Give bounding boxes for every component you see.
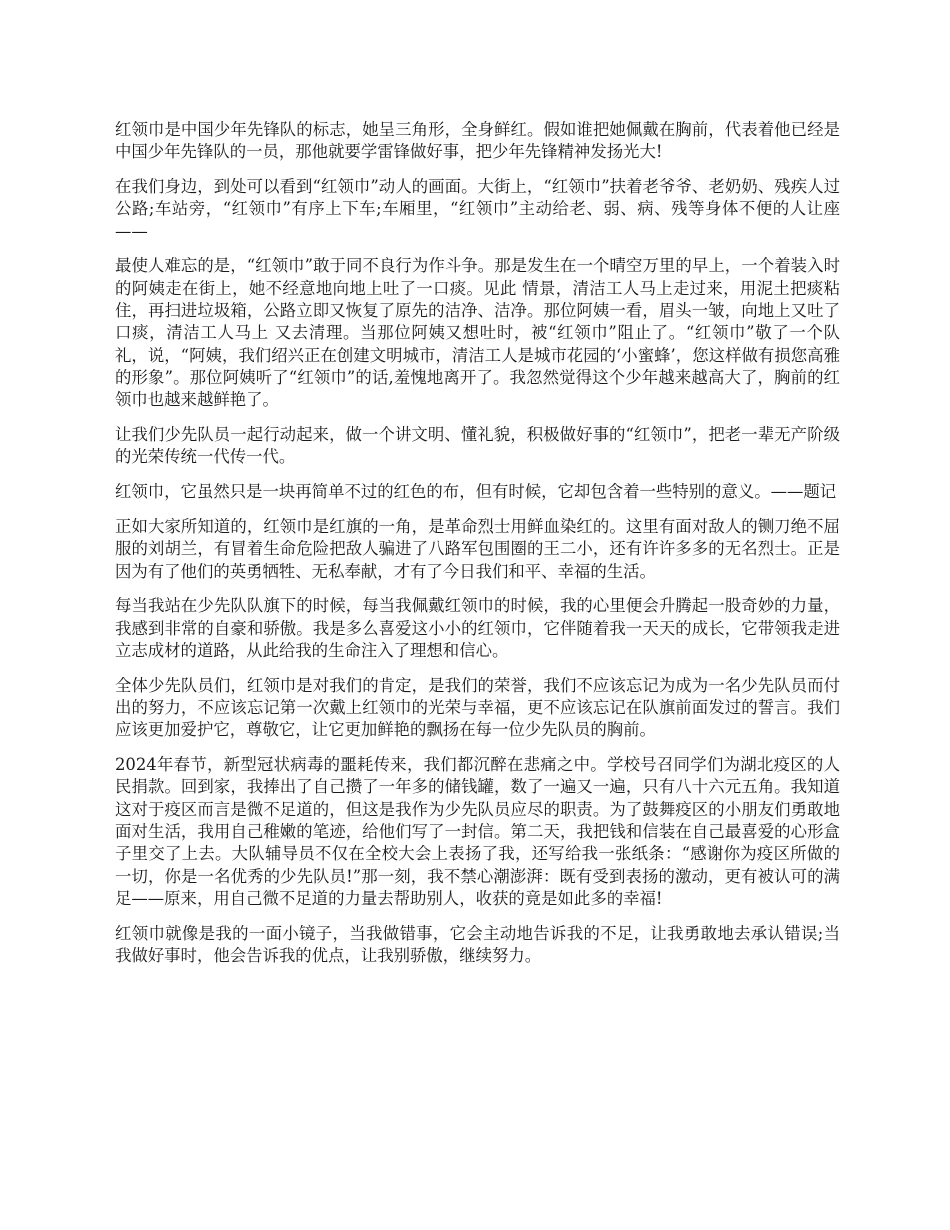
paragraph-5: 红领巾，它虽然只是一块再简单不过的红色的布，但有时候，它却包含着一些特别的意义。——题记 <box>115 482 837 502</box>
paragraph-10: 红领巾就像是我的一面小镜子，当我做错事，它会主动地告诉我的不足，让我勇敢地去承认错误;当我做好事时，他会告诉我的优点，让我别骄傲，继续努力。 <box>115 923 840 965</box>
paragraph-2: 在我们身边，到处可以看到“红领巾”动人的画面。大街上，“红领巾”扶着老爷爷、老奶奶、残疾人过公路;车站旁，“红领巾”有序上下车;车厢里，“红领巾”主动给老、弱、病、残等身体不便的人让座—— <box>115 177 840 241</box>
paragraph-4: 让我们少先队员一起行动起来，做一个讲文明、懂礼貌，积极做好事的“红领巾”，把老一辈无产阶级的光荣传统一代传一代。 <box>115 425 840 467</box>
paragraph-9: 2024年春节，新型冠状病毒的噩耗传来，我们都沉醉在悲痛之中。学校号召同学们为湖北疫区的人民捐款。回到家，我捧出了自己攒了一年多的储钱罐，数了一遍又一遍，只有八十六元五角。我知道这对于疫区而言是微不足道的，但这是我作为少先队员应尽的职责。为了鼓舞疫区的小朋友们勇敢地面对生活，我用自己稚嫩的笔迹，给他们写了一封信。第二天，我把钱和信装在自己最喜爱的心形盒子里交了上去。大队辅导员不仅在全校大会上表扬了我，还写给我一张纸条：“感谢你为疫区所做的一切，你是一名优秀的少先队员!”那一刻，我不禁心潮澎湃：既有受到表扬的激动，更有被认可的满足——原来，用自己微不足道的力量去帮助别人，收获的竟是如此多的幸福! <box>115 755 840 908</box>
paragraph-1: 红领巾是中国少年先锋队的标志，她呈三角形，全身鲜红。假如谁把她佩戴在胸前，代表着他已经是中国少年先锋队的一员，那他就要学雷锋做好事，把少年先锋精神发扬光大! <box>115 120 840 162</box>
paragraph-8: 全体少先队员们，红领巾是对我们的肯定，是我们的荣誉，我们不应该忘记为成为一名少先队员而付出的努力，不应该忘记第一次戴上红领巾的光荣与幸福，更不应该忘记在队旗前面发过的誓言。我们应该更加爱护它，尊敬它，让它更加鲜艳的飘扬在每一位少先队员的胸前。 <box>115 675 840 740</box>
paragraph-7: 每当我站在少先队队旗下的时候，每当我佩戴红领巾的时候，我的心里便会升腾起一股奇妙的力量，我感到非常的自豪和骄傲。我是多么喜爱这小小的红领巾，它伴随着我一天天的成长，它带领我走进立志成材的道路，从此给我的生命注入了理想和信心。 <box>115 596 840 660</box>
document-body <box>115 119 840 980</box>
paragraph-6: 正如大家所知道的，红领巾是红旗的一角，是革命烈士用鲜血染红的。这里有面对敌人的铡刀绝不屈服的刘胡兰，有冒着生命危险把敌人骗进了八路军包围圈的王二小，还有许许多多的无名烈士。正是因为有了他们的英勇牺牲、无私奉献，才有了今日我们和平、幸福的生活。 <box>115 516 840 581</box>
paragraph-3: 最使人难忘的是，“红领巾”敢于同不良行为作斗争。那是发生在一个晴空万里的早上，一个着装入时的阿姨走在街上，她不经意地向地上吐了一口痰。见此 情景，清洁工人马上走过来，用泥土把痰粘住，再扫进垃圾箱，公路立即又恢复了原先的洁净、洁净。那位阿姨一看，眉头一皱，向地上又吐了口痰，清洁工人马上 又去清理。当那位阿姨又想吐时，被“红领巾”阻止了。“红领巾”敬了一个队礼，说，“阿姨，我们绍兴正在创建文明城市，清洁工人是城市花园的‘小蜜蜂’，您这样做有损您高雅的形象”。那位阿姨听了“红领巾”的话,羞愧地离开了。我忽然觉得这个少年越来越高大了，胸前的红领巾也越来越鲜艳了。 <box>115 256 840 410</box>
